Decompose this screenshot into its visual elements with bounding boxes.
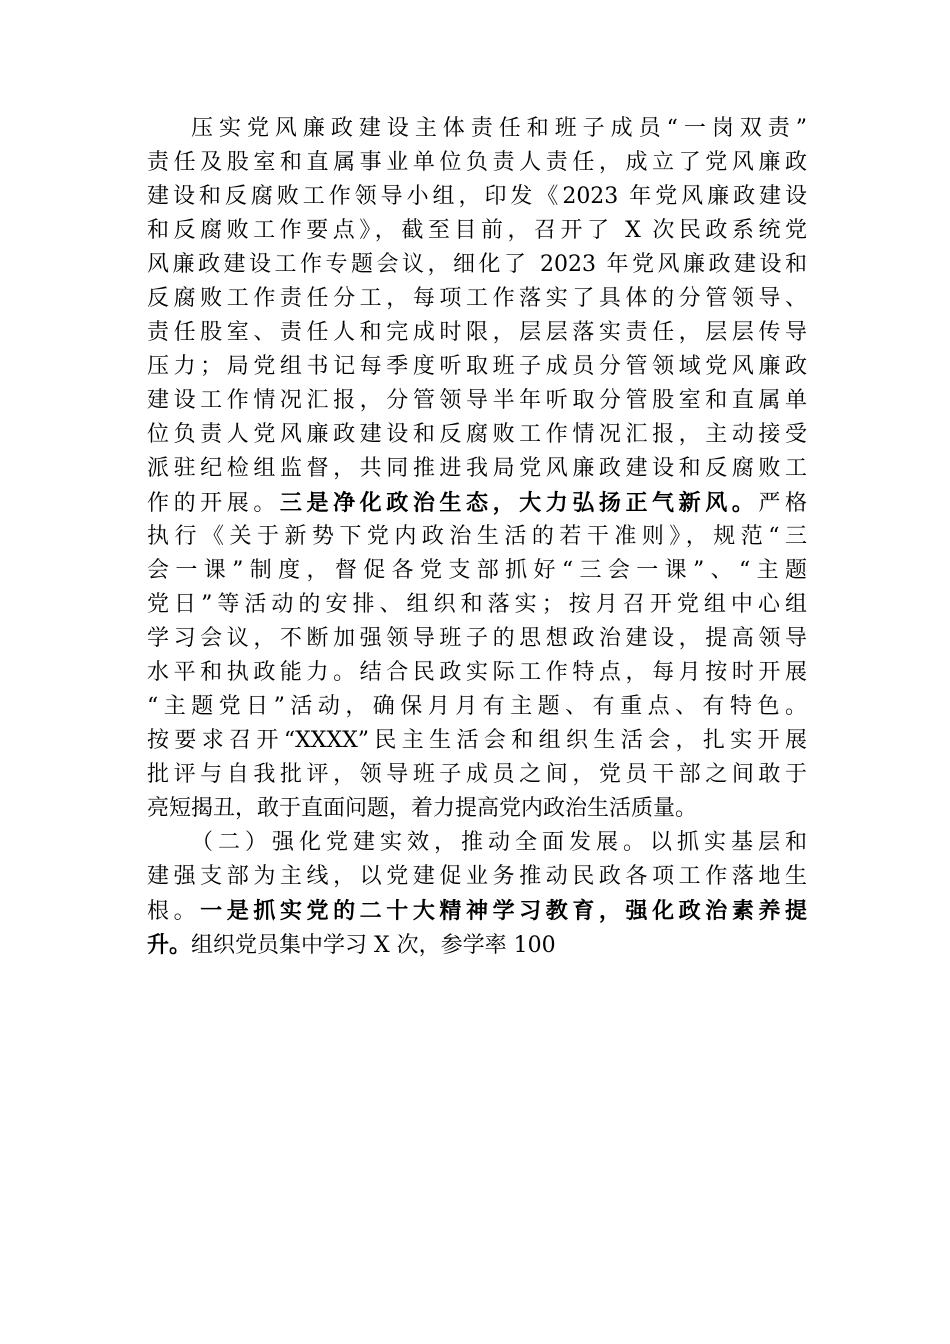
line-text: 水平和执政能力。结合民政实际工作特点，每月按时开展 <box>147 660 807 685</box>
paragraph-line <box>147 792 697 826</box>
line-text: 建设和反腐败工作领导小组，印发《2023 年党风廉政建设 <box>147 184 807 209</box>
line-text: 亮短揭丑，敢于直面问题，着力提高党内政治生活质量。 <box>147 796 698 821</box>
line-text: 组织党员集中学习 X 次，参学率 100 <box>191 933 556 958</box>
paragraph-line <box>147 554 807 588</box>
paragraph-line <box>147 894 807 928</box>
line-text: 严格 <box>758 491 807 516</box>
paragraph-line <box>147 316 807 350</box>
line-text: 责任及股室和直属事业单位负责人责任，成立了党风廉政 <box>147 150 807 175</box>
line-text: 责任股室、责任人和完成时限，层层落实责任，层层传导 <box>147 320 807 345</box>
line-text: 作的开展。 <box>147 491 280 516</box>
paragraph-line <box>147 724 807 758</box>
line-text: 会一课”制度，督促各党支部抓好“三会一课”、“主题 <box>147 558 807 583</box>
paragraph-line <box>191 826 807 860</box>
paragraph-line <box>147 520 807 554</box>
line-text: 压力；局党组书记每季度听取班子成员分管领域党风廉政 <box>147 354 807 379</box>
bold-heading-text: 三是净化政治生态，大力弘扬正气新风。 <box>279 490 759 516</box>
paragraph-line <box>147 928 556 962</box>
paragraph-line <box>191 112 807 146</box>
line-text: 反腐败工作责任分工，每项工作落实了具体的分管领导、 <box>147 286 807 311</box>
paragraph-line <box>147 418 807 452</box>
line-text: 按要求召开“XXXX”民主生活会和组织生活会，扎实开展 <box>147 728 807 753</box>
paragraph-line <box>147 248 807 282</box>
document-page <box>147 112 807 1232</box>
paragraph-line <box>147 282 807 316</box>
paragraph-line <box>147 146 807 180</box>
paragraph-line <box>147 486 807 520</box>
paragraph-line <box>147 452 807 486</box>
line-text: 和反腐败工作要点》，截至目前，召开了 X 次民政系统党 <box>147 218 807 243</box>
paragraph-line <box>147 860 807 894</box>
line-text: 位负责人党风廉政建设和反腐败工作情况汇报，主动接受 <box>147 422 807 447</box>
line-text: 风廉政建设工作专题会议，细化了 2023 年党风廉政建设和 <box>147 252 807 277</box>
paragraph-line <box>147 690 807 724</box>
line-text: 学习会议，不断加强领导班子的思想政治建设，提高领导 <box>147 626 807 651</box>
paragraph-line <box>147 180 807 214</box>
paragraph-line <box>147 384 807 418</box>
paragraph-line <box>147 588 807 622</box>
line-text: 建设工作情况汇报，分管领导半年听取分管股室和直属单 <box>147 388 807 413</box>
line-text: 派驻纪检组监督，共同推进我局党风廉政建设和反腐败工 <box>147 456 807 481</box>
bold-heading-text: 一是抓实党的二十大精神学习教育，强化政治素养提 <box>200 898 807 924</box>
line-text: 执行《关于新势下党内政治生活的若干准则》，规范“三 <box>147 524 807 549</box>
bold-heading-text: 升。 <box>147 932 192 958</box>
line-text: 批评与自我批评，领导班子成员之间，党员干部之间敢于 <box>147 762 807 787</box>
line-text: 根。 <box>147 899 201 924</box>
line-text: 党日”等活动的安排、组织和落实；按月召开党组中心组 <box>147 592 807 617</box>
paragraph-line <box>147 622 807 656</box>
paragraph-line <box>147 758 807 792</box>
paragraph-line <box>147 656 807 690</box>
line-text: 建强支部为主线，以党建促业务推动民政各项工作落地生 <box>147 864 807 889</box>
paragraph-line <box>147 350 807 384</box>
line-text: 压实党风廉政建设主体责任和班子成员“一岗双责” <box>191 116 807 141</box>
section-heading-text: （二）强化党建实效，推动全面发展。以抓实基层和 <box>191 830 807 855</box>
line-text: “主题党日”活动，确保月月有主题、有重点、有特色。 <box>147 694 807 719</box>
paragraph-line <box>147 214 807 248</box>
